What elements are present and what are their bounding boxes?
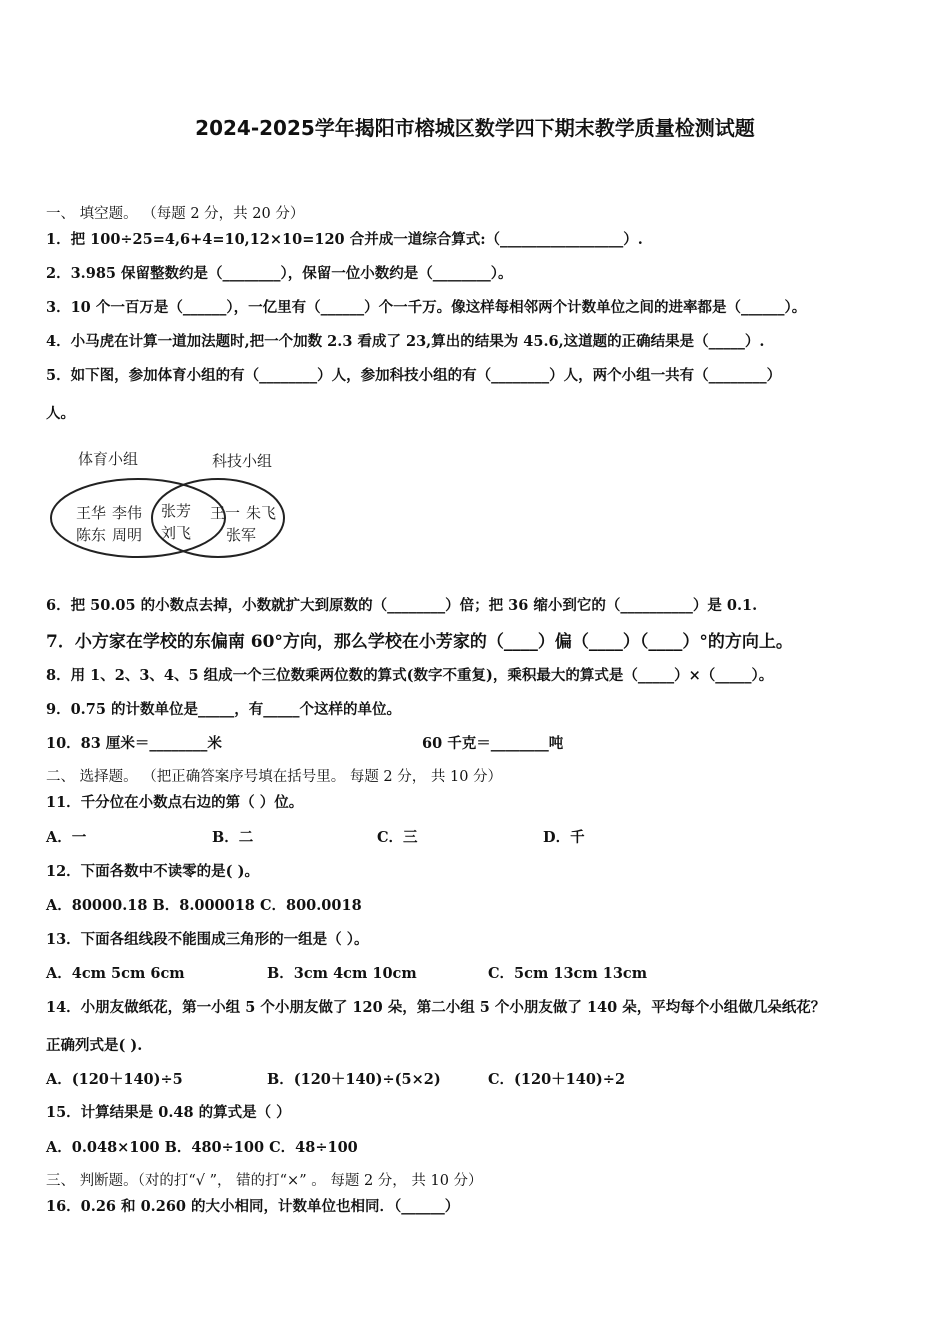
q13-option-b: B．3cm 4cm 10cm [267,965,417,982]
q15-options: A．0.048×100 B．480÷100 C．48÷100 [46,1139,358,1156]
question-8: 8．用 1、2、3、4、5 组成一个三位数乘两位数的算式(数字不重复)，乘积最大的算式是（_____）×（_____）。 [46,667,774,684]
section-2-heading: 二、 选择题。 （把正确答案序号填在括号里。 每题 2 分， 共 10 分） [46,769,503,785]
venn-name: 陈东 [76,526,107,544]
venn-name: 王华 [76,504,107,522]
q14-option-c: C．(120＋140)÷2 [488,1071,626,1088]
question-4: 4．小马虎在计算一道加法题时,把一个加数 2.3 看成了 23,算出的结果为 45.6,这道题的正确结果是（_____）. [46,333,765,350]
question-14: 14．小朋友做纸花，第一小组 5 个小朋友做了 120 朵，第二小组 5 个小朋友做了 140 朵，平均每个小组做几朵纸花？ [46,999,826,1016]
question-13: 13．下面各组线段不能围成三角形的一组是（ ）。 [46,931,369,948]
question-14-continued: 正确列式是( ). [46,1037,143,1054]
venn-name: 李伟 [112,504,143,522]
q13-option-a: A．4cm 5cm 6cm [46,965,185,982]
q11-option-d: D．千 [543,829,585,846]
venn-name: 张军 [226,526,257,544]
venn-name: 张芳 [161,502,192,520]
q12-options: A．80000.18 B．8.000018 C．800.0018 [46,897,362,914]
question-9: 9．0.75 的计数单位是_____，有_____个这样的单位。 [46,701,401,718]
venn-name: 刘飞 [161,524,192,542]
q13-option-c: C．5cm 13cm 13cm [488,965,648,982]
question-16: 16．0.26 和 0.260 的大小相同，计数单位也相同．（______） [46,1198,460,1215]
page-title: 2024-2025学年揭阳市榕城区数学四下期末教学质量检测试题 [195,116,755,140]
question-1: 1．把 100÷25=4,6+4=10,12×10=120 合并成一道综合算式:（_________________）. [46,231,643,248]
question-2: 2．3.985 保留整数约是（________），保留一位小数约是（________）。 [46,265,513,282]
question-10b: 60 千克＝________吨 [422,735,564,752]
q14-option-a: A．(120＋140)÷5 [46,1071,183,1088]
question-3: 3．10 个一百万是（______），一亿里有（______）个一千万。像这样每相邻两个计数单位之间的进率都是（______）。 [46,299,807,316]
section-3-heading: 三、 判断题。（对的打“√ ”， 错的打“×” 。 每题 2 分， 共 10 分） [46,1173,483,1189]
q11-option-b: B．二 [212,829,254,846]
venn-label-sports: 体育小组 [78,450,139,468]
venn-name: 朱飞 [246,504,277,522]
question-5-continued: 人。 [46,405,75,422]
question-15: 15．计算结果是 0.48 的算式是（ ） [46,1104,291,1121]
question-7: 7．小方家在学校的东偏南 60°方向，那么学校在小芳家的（____）偏（____）（____）°的方向上。 [46,632,793,652]
venn-name: 王一 [210,504,241,522]
q14-option-b: B．(120＋140)÷(5×2) [267,1071,441,1088]
question-6: 6．把 50.05 的小数点去掉，小数就扩大到原数的（________）倍；把 36 缩小到它的（__________）是 0.1. [46,597,758,614]
q11-option-c: C．三 [377,829,418,846]
question-12: 12．下面各数中不读零的是( )。 [46,863,259,880]
section-1-heading: 一、 填空题。 （每题 2 分，共 20 分） [46,206,305,222]
venn-label-technology: 科技小组 [212,452,273,470]
question-10a: 10．83 厘米＝________米 [46,735,222,752]
q11-option-a: A．一 [46,829,87,846]
question-11: 11．千分位在小数点右边的第（ ）位。 [46,794,304,811]
question-5: 5．如下图，参加体育小组的有（________）人，参加科技小组的有（________）人，两个小组一共有（________） [46,367,782,384]
venn-diagram [50,444,300,574]
venn-name: 周明 [112,526,143,544]
